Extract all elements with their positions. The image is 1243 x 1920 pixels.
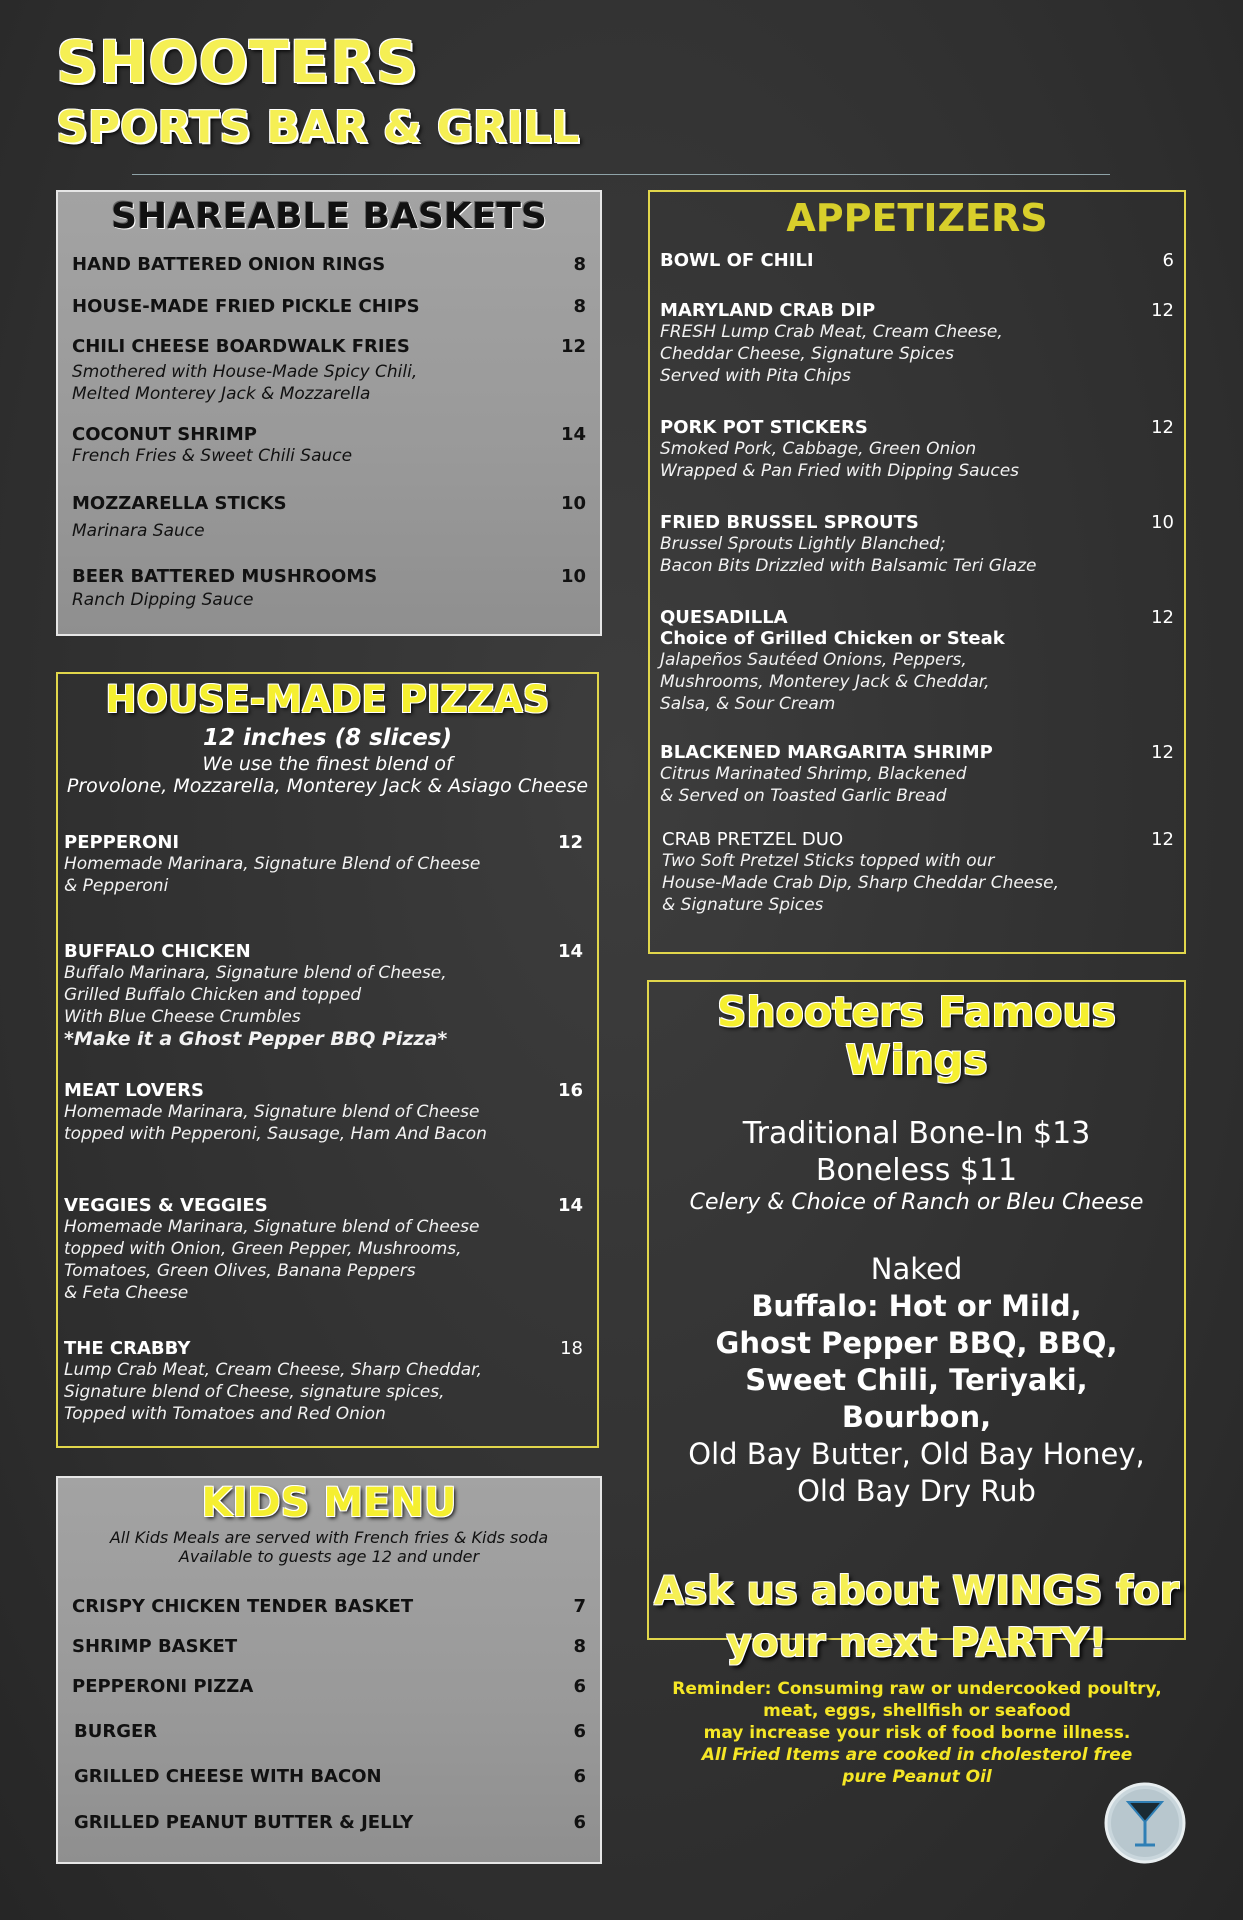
item-price: 6 [573,1766,586,1787]
item-price: 18 [560,1338,583,1359]
menu-item [660,742,1174,807]
menu-item [64,1195,583,1304]
item-name: CRISPY CHICKEN TENDER BASKET [72,1596,414,1617]
item-name: PEPPERONI [64,832,180,853]
menu-item [72,296,586,317]
item-name: BUFFALO CHICKEN [64,941,251,962]
flavor-line: Buffalo: Hot or Mild, [751,1289,1082,1323]
item-price: 8 [573,254,586,275]
kids-note: All Kids Meals are served with French fries & Kids soda [109,1528,549,1547]
item-description: Salsa, & Sour Cream [660,694,836,714]
item-name: MEAT LOVERS [64,1080,204,1101]
pizza-size: 12 inches (8 slices) [203,725,452,751]
menu-item [660,300,1174,387]
item-name: SHRIMP BASKET [72,1636,238,1657]
reminder-line: All Fried Items are cooked in cholesterol free [701,1745,1133,1765]
item-description: Homemade Marinara, Signature blend of Cheese [64,1217,480,1237]
food-safety-reminder [648,1678,1186,1788]
menu-item [72,1676,586,1697]
flavor-line: Old Bay Dry Rub [797,1474,1036,1508]
section-title: Shooters Famous Wings [716,988,1117,1084]
item-description: & Signature Spices [662,895,824,915]
item-price: 12 [1151,607,1174,628]
item-name: THE CRABBY [64,1338,191,1359]
party-line: your next PARTY! [726,1621,1107,1666]
item-description: Ranch Dipping Sauce [72,590,254,610]
item-description: Lump Crab Meat, Cream Cheese, Sharp Cheddar, [64,1360,482,1380]
item-price: 12 [1151,300,1174,321]
menu-item [72,1636,586,1657]
item-price: 10 [560,566,586,587]
item-upsell: *Make it a Ghost Pepper BBQ Pizza* [64,1028,448,1050]
item-description: Melted Monterey Jack & Mozzarella [72,384,371,404]
menu-item [64,941,583,1050]
shareable-baskets-section [56,190,602,636]
item-name: GRILLED PEANUT BUTTER & JELLY [74,1812,414,1833]
item-price: 6 [573,1721,586,1742]
item-description: Bacon Bits Drizzled with Balsamic Teri Glaze [660,556,1037,576]
item-name: GRILLED CHEESE WITH BACON [74,1766,382,1787]
item-description: Marinara Sauce [72,521,205,541]
item-price: 12 [557,832,583,853]
menu-item [74,1766,586,1787]
item-description: Served with Pita Chips [660,366,851,386]
item-name: BOWL OF CHILI [660,250,814,271]
reminder-line: pure Peanut Oil [842,1767,992,1787]
item-name: PORK POT STICKERS [660,417,868,438]
party-callout [649,1566,1184,1670]
item-name: BURGER [74,1721,158,1742]
item-price: 10 [1151,512,1174,533]
menu-item [72,493,586,542]
menu-item [72,424,586,467]
menu-item [74,1812,586,1833]
wings-flavors [649,1251,1184,1510]
item-price: 14 [557,941,583,962]
item-name: MOZZARELLA STICKS [72,493,287,514]
item-name: BEER BATTERED MUSHROOMS [72,566,378,587]
item-description: & Served on Toasted Garlic Bread [660,786,947,806]
restaurant-subtitle: SPORTS BAR & GRILL [56,102,580,153]
reminder-line: Reminder: Consuming raw or undercooked poultry, [672,1679,1162,1699]
item-description: Brussel Sprouts Lightly Blanched; [660,534,946,554]
item-description: Smothered with House-Made Spicy Chili, [72,362,418,382]
menu-item [64,1338,583,1425]
section-title: HOUSE-MADE PIZZAS [105,678,550,721]
menu-item [72,254,586,275]
pizza-intro: We use the finest blend of [202,753,453,775]
menu-item [660,607,1174,715]
flavor-line: Naked [870,1252,963,1286]
section-title: SHAREABLE BASKETS [111,196,547,237]
item-name: CHILI CHEESE BOARDWALK FRIES [72,336,410,357]
item-description: Citrus Marinated Shrimp, Blackened [660,764,967,784]
item-description: Cheddar Cheese, Signature Spices [660,344,954,364]
item-description: & Feta Cheese [64,1283,189,1303]
flavor-line: Ghost Pepper BBQ, BBQ, [715,1326,1118,1360]
item-description: Homemade Marinara, Signature Blend of Cheese [64,854,481,874]
menu-item [660,512,1174,577]
item-name: FRIED BRUSSEL SPROUTS [660,512,919,533]
item-description: topped with Pepperoni, Sausage, Ham And Bacon [64,1124,487,1144]
item-price: 8 [573,1636,586,1657]
header-divider [132,174,1110,175]
item-description: topped with Onion, Green Pepper, Mushrooms, [64,1239,462,1259]
flavor-line: Bourbon, [841,1400,992,1434]
martini-glass-icon [1104,1782,1186,1864]
pizzas-section [56,672,599,1448]
restaurant-name: SHOOTERS [56,28,419,96]
item-description: Two Soft Pretzel Sticks topped with our [662,851,995,871]
item-price: 8 [573,296,586,317]
menu-item [72,566,586,611]
item-price: 16 [557,1080,583,1101]
item-price: 7 [573,1596,586,1617]
item-price: 12 [560,336,586,357]
item-description: French Fries & Sweet Chili Sauce [72,446,353,466]
item-price: 12 [1151,417,1174,438]
item-price: 12 [1151,742,1174,763]
menu-item [662,829,1174,916]
item-description: FRESH Lump Crab Meat, Cream Cheese, [660,322,1003,342]
item-description: Topped with Tomatoes and Red Onion [64,1404,386,1424]
item-name: CRAB PRETZEL DUO [662,829,844,850]
item-name: VEGGIES & VEGGIES [64,1195,268,1216]
flavor-line: Old Bay Butter, Old Bay Honey, [688,1437,1145,1471]
party-line: Ask us about WINGS for [653,1569,1180,1614]
item-price: 6 [1162,250,1174,271]
item-description: Signature blend of Cheese, signature spices, [64,1382,445,1402]
item-description: Jalapeños Sautéed Onions, Peppers, [660,650,967,670]
item-name: PEPPERONI PIZZA [72,1676,254,1697]
wings-price-bone-in: Traditional Bone-In $13 [742,1116,1091,1151]
item-description: Wrapped & Pan Fried with Dipping Sauces [660,461,1020,481]
item-name: MARYLAND CRAB DIP [660,300,876,321]
menu-item [660,417,1174,482]
menu-item [72,1596,586,1617]
item-description: With Blue Cheese Crumbles [64,1007,301,1027]
menu-item [64,832,583,897]
item-description: Homemade Marinara, Signature blend of Cheese [64,1102,480,1122]
section-title: APPETIZERS [786,196,1048,240]
item-name: HAND BATTERED ONION RINGS [72,254,386,275]
section-title: KIDS MENU [201,1480,457,1526]
item-price: 14 [557,1195,583,1216]
kids-note: Available to guests age 12 and under [178,1547,480,1566]
menu-item [64,1080,583,1145]
menu-item [660,250,1174,271]
pizza-intro: Provolone, Mozzarella, Monterey Jack & Asiago Cheese [66,775,589,797]
item-description: & Pepperoni [64,876,169,896]
item-description: Grilled Buffalo Chicken and topped [64,985,362,1005]
item-name: QUESADILLA [660,607,788,628]
item-description: Smoked Pork, Cabbage, Green Onion [660,439,977,459]
item-name: HOUSE-MADE FRIED PICKLE CHIPS [72,296,420,317]
item-price: 14 [560,424,586,445]
reminder-line: meat, eggs, shellfish or seafood [763,1701,1071,1721]
item-price: 10 [560,493,586,514]
kids-menu-section [56,1476,602,1864]
wings-sides: Celery & Choice of Ranch or Bleu Cheese [689,1190,1144,1215]
menu-item [72,336,586,405]
item-description: Buffalo Marinara, Signature blend of Cheese, [64,963,447,983]
wings-section [647,980,1186,1666]
item-option: Choice of Grilled Chicken or Steak [660,628,1005,649]
item-price: 6 [573,1676,586,1697]
appetizers-section [648,190,1186,954]
flavor-line: Sweet Chili, Teriyaki, [745,1363,1088,1397]
reminder-line: may increase your risk of food borne illness. [703,1723,1131,1743]
item-description: Tomatoes, Green Olives, Banana Peppers [64,1261,416,1281]
item-description: Mushrooms, Monterey Jack & Cheddar, [660,672,990,692]
item-price: 6 [573,1812,586,1833]
item-description: House-Made Crab Dip, Sharp Cheddar Cheese, [662,873,1059,893]
item-name: BLACKENED MARGARITA SHRIMP [660,742,993,763]
menu-item [74,1721,586,1742]
item-price: 12 [1151,829,1174,850]
item-name: COCONUT SHRIMP [72,424,257,445]
wings-price-boneless: Boneless $11 [815,1153,1018,1188]
